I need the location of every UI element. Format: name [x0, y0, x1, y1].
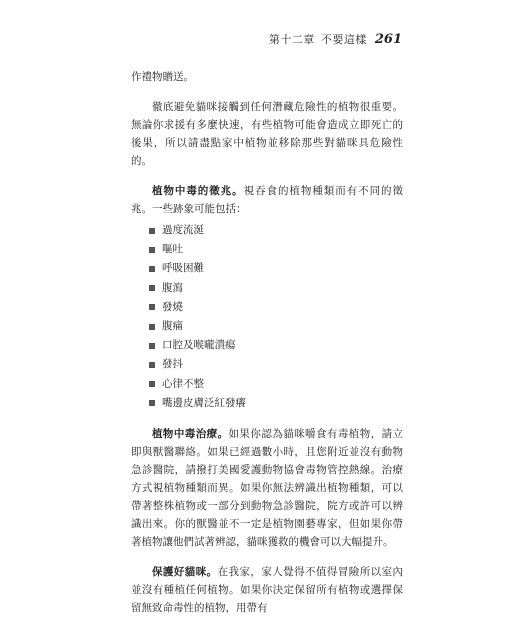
square-bullet-icon [149, 228, 155, 234]
symptom-label: 發抖 [162, 358, 183, 371]
list-item [131, 259, 403, 278]
list-item [131, 317, 403, 336]
treatment-heading: 植物中毒治療。 [152, 428, 229, 441]
symptom-label: 腹瀉 [162, 281, 183, 294]
list-item [131, 355, 403, 374]
square-bullet-icon [149, 285, 155, 291]
paragraph-poison-signs [131, 182, 403, 218]
symptom-label: 嘴邊皮膚泛紅發癢 [162, 396, 246, 409]
page-number: 261 [374, 32, 402, 47]
square-bullet-icon [149, 324, 155, 330]
square-bullet-icon [149, 247, 155, 253]
paragraph-avoid-plants: 徹底避免貓咪接觸到任何潛藏危險性的植物很重要。無論你求援有多麼快速，有些植物可能會造成立即死亡的後果，所以請盡點家中植物並移除那些對貓咪具危險性的。 [131, 101, 403, 167]
chapter-label: 第十二章 [268, 33, 315, 46]
paragraph-continuation: 作禮物贈送。 [131, 71, 194, 83]
symptom-label: 嘔吐 [162, 243, 183, 256]
square-bullet-icon [149, 266, 155, 272]
list-item [131, 394, 403, 413]
poison-signs-heading: 植物中毒的徵兆。 [152, 185, 244, 197]
treatment-text: 如果你認為貓咪嚼食有毒植物，請立即與獸醫聯絡。如果已經過數小時，且您附近並沒有動物急診醫院，請撥打美國愛護動物協會毒物管控熱線。治療方式視植物種類而異。如果你無法辨識出植物種類，可以帶著整株植物或一部分到動物急診醫院，院方或許可以辨識出來。你的獸醫並不一定是植物園藝專家，但如果你帶著植物讓他們試著辨認，貓咪獲救的機會可以大幅提升。 [131, 428, 404, 549]
symptom-label: 腹痛 [162, 320, 183, 333]
symptom-label: 口腔及喉嚨潰瘍 [162, 339, 236, 352]
paragraph-treatment [131, 425, 403, 551]
symptom-label: 發燒 [162, 300, 183, 313]
symptom-label: 心律不整 [162, 377, 204, 390]
body-text [131, 68, 403, 617]
list-item [131, 221, 403, 240]
square-bullet-icon [149, 304, 155, 310]
list-item [131, 336, 403, 355]
symptom-label: 過度流涎 [162, 224, 204, 236]
poison-signs-text: 視吞食的植物種類而有不同的徵兆。一些跡象可能包括： [131, 185, 404, 215]
list-item [131, 375, 403, 394]
protect-cat-text: 在我家，家人覺得不值得冒險所以室內並沒有種植任何植物。如果你決定保留所有植物或選擇保留無致命毒性的植物，用帶有 [131, 566, 404, 615]
square-bullet-icon [149, 381, 155, 387]
square-bullet-icon [149, 343, 155, 349]
square-bullet-icon [149, 362, 155, 368]
list-item [131, 298, 403, 317]
list-item [131, 279, 403, 298]
section-title: 不要這樣 [320, 33, 367, 46]
symptom-label: 呼吸困難 [162, 262, 204, 275]
list-item [131, 240, 403, 259]
running-header [269, 31, 402, 47]
symptom-list [131, 221, 403, 413]
paragraph-protect-cat [131, 563, 403, 617]
square-bullet-icon [149, 400, 155, 406]
protect-cat-heading: 保護好貓咪。 [152, 566, 218, 579]
